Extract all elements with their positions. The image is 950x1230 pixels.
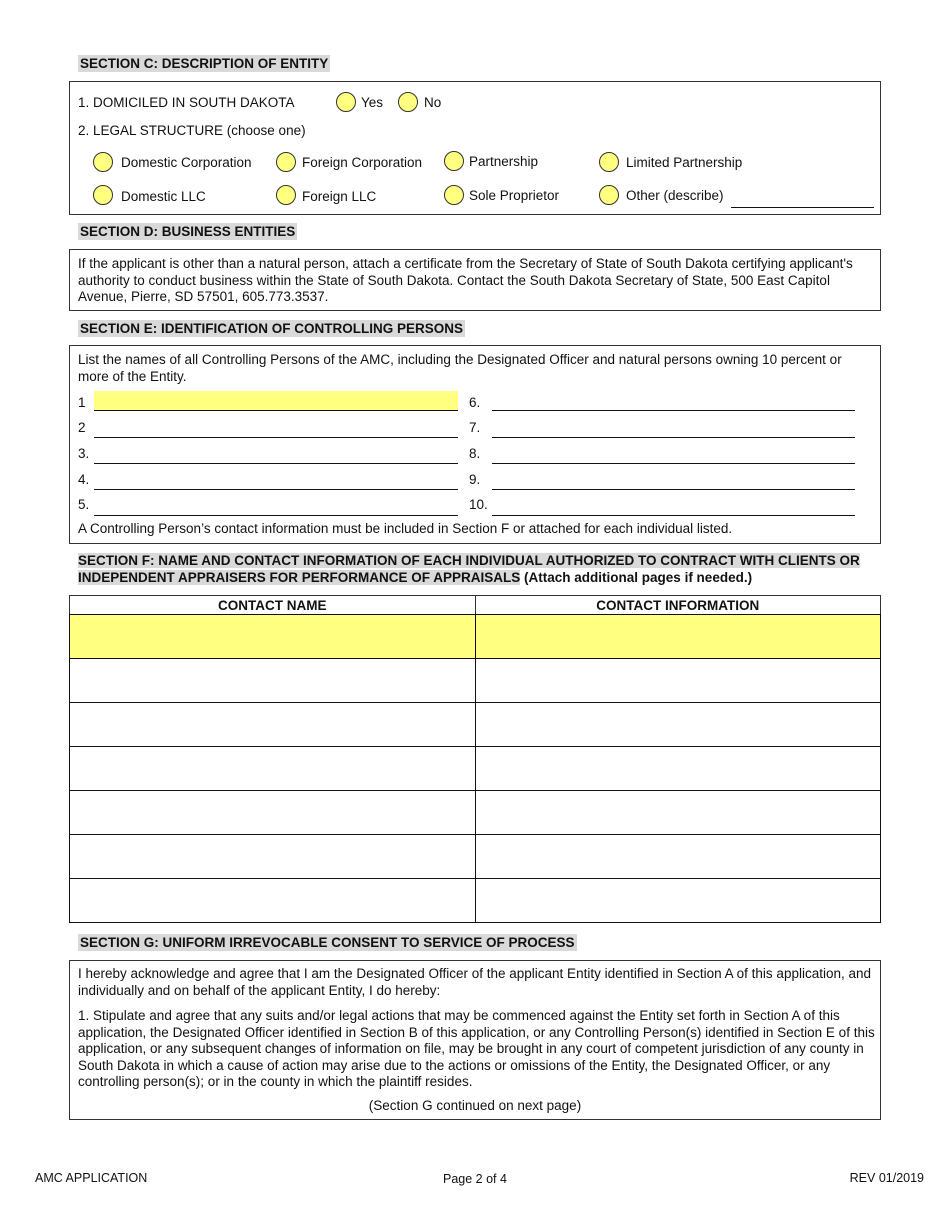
contact-name-header: CONTACT NAME — [70, 596, 476, 615]
other-label: Other (describe) — [626, 188, 724, 203]
legal-structure-label: 2. LEGAL STRUCTURE (choose one) — [78, 123, 306, 138]
limited-partnership-radio[interactable] — [599, 152, 619, 172]
foreign-llc-radio[interactable] — [276, 185, 296, 205]
section-f-heading-note: (Attach additional pages if needed.) — [520, 569, 753, 585]
footer-form-name: AMC APPLICATION — [35, 1171, 148, 1185]
partnership-radio[interactable] — [444, 151, 464, 171]
section-e-intro: List the names of all Controlling Persons of the AMC, including the Designated Officer and natural persons owning 10 percent or more of the Entity. — [78, 352, 842, 384]
domiciled-no-radio[interactable] — [398, 92, 418, 112]
table-row — [70, 747, 881, 791]
controlling-person-10-field[interactable] — [492, 496, 855, 516]
controlling-person-1-field[interactable] — [94, 391, 458, 411]
person-number: 5. — [78, 497, 90, 512]
other-describe-field[interactable] — [731, 188, 874, 208]
contact-name-cell[interactable] — [70, 747, 476, 791]
table-row — [70, 659, 881, 703]
contact-info-cell[interactable] — [475, 835, 881, 879]
foreign-corporation-label: Foreign Corporation — [302, 155, 423, 170]
domestic-llc-radio[interactable] — [93, 185, 113, 205]
contact-name-cell[interactable] — [70, 879, 476, 923]
table-row — [70, 879, 881, 923]
domiciled-label: 1. DOMICILED IN SOUTH DAKOTA — [78, 95, 295, 110]
contact-info-cell[interactable] — [475, 791, 881, 835]
contact-name-cell[interactable] — [70, 659, 476, 703]
partnership-label: Partnership — [469, 154, 539, 169]
table-row — [70, 835, 881, 879]
sole-proprietor-label: Sole Proprietor — [469, 188, 560, 203]
domiciled-yes-label: Yes — [361, 95, 384, 110]
domiciled-no-label: No — [424, 95, 442, 110]
person-number: 7. — [469, 420, 481, 435]
person-number: 10. — [469, 497, 488, 512]
footer-page-number: Page 2 of 4 — [443, 1172, 507, 1186]
contact-name-cell[interactable] — [70, 703, 476, 747]
section-e-heading: SECTION E: IDENTIFICATION OF CONTROLLING PERSONS — [80, 321, 464, 336]
contact-info-cell[interactable] — [475, 879, 881, 923]
controlling-person-9-field[interactable] — [492, 470, 855, 490]
person-number: 4. — [78, 472, 90, 487]
section-d-text: If the applicant is other than a natural person, attach a certificate from the Secretary of State of South Dakota certifying applicant's authority to conduct business within the State of South Dakota. Contact the South Dakota Secretary of State, 500 East Capitol Avenue, Pierre, SD 57501, 605.773.3537. — [78, 256, 853, 304]
contact-name-cell[interactable] — [70, 615, 476, 659]
contact-name-cell[interactable] — [70, 791, 476, 835]
controlling-person-6-field[interactable] — [492, 391, 855, 411]
foreign-llc-label: Foreign LLC — [302, 189, 377, 204]
controlling-person-5-field[interactable] — [94, 496, 458, 516]
person-number: 2 — [78, 420, 86, 435]
contact-info-cell[interactable] — [475, 747, 881, 791]
controlling-person-2-field[interactable] — [94, 418, 458, 438]
section-c-heading: SECTION C: DESCRIPTION OF ENTITY — [80, 56, 329, 71]
section-f-heading — [78, 553, 878, 586]
contact-name-cell[interactable] — [70, 835, 476, 879]
footer-revision: REV 01/2019 — [849, 1171, 924, 1185]
section-d-heading: SECTION D: BUSINESS ENTITIES — [80, 224, 296, 239]
person-number: 3. — [78, 446, 90, 461]
section-e-note: A Controlling Person’s contact information must be included in Section F or attached for each individual listed. — [78, 521, 733, 536]
contacts-table — [69, 595, 881, 923]
domestic-llc-label: Domestic LLC — [121, 189, 206, 204]
person-number: 6. — [469, 395, 481, 410]
person-number: 1 — [78, 395, 86, 410]
person-number: 8. — [469, 446, 481, 461]
person-number: 9. — [469, 472, 481, 487]
section-g-continued: (Section G continued on next page) — [368, 1098, 582, 1113]
contact-info-cell[interactable] — [475, 615, 881, 659]
controlling-person-7-field[interactable] — [492, 418, 855, 438]
domestic-corporation-label: Domestic Corporation — [121, 155, 252, 170]
table-row — [70, 703, 881, 747]
domiciled-yes-radio[interactable] — [336, 92, 356, 112]
controlling-person-4-field[interactable] — [94, 470, 458, 490]
contact-info-cell[interactable] — [475, 703, 881, 747]
sole-proprietor-radio[interactable] — [444, 185, 464, 205]
limited-partnership-label: Limited Partnership — [626, 155, 743, 170]
other-radio[interactable] — [599, 185, 619, 205]
section-g-para2: 1. Stipulate and agree that any suits and/or legal actions that may be commenced against the Entity set forth in Section A of this application, the Designated Officer identified in Section B of this application, or any Controlling Person(s) identified in Section E of this application, or any subsequent changes of information on file, may be brought in any court of competent jurisdiction of any county in South Dakota in which a cause of action may arise due to the actions or omissions of the Entity, the Designated Officer, or any controlling person(s); or in the county in which the plaintiff resides. — [78, 1008, 875, 1089]
section-f-heading-main: SECTION F: NAME AND CONTACT INFORMATION OF EACH INDIVIDUAL AUTHORIZED TO CONTRACT WITH CLIENTS OR INDEPENDENT APPRAISERS FOR PERFORMANCE OF APPRAISALS — [78, 553, 860, 585]
contacts-header-row — [70, 596, 881, 615]
controlling-person-8-field[interactable] — [492, 444, 855, 464]
table-row — [70, 615, 881, 659]
foreign-corporation-radio[interactable] — [276, 152, 296, 172]
section-g-heading: SECTION G: UNIFORM IRREVOCABLE CONSENT TO SERVICE OF PROCESS — [80, 935, 575, 950]
domestic-corporation-radio[interactable] — [93, 152, 113, 172]
controlling-person-3-field[interactable] — [94, 444, 458, 464]
table-row — [70, 791, 881, 835]
contact-info-cell[interactable] — [475, 659, 881, 703]
section-g-para1: I hereby acknowledge and agree that I am the Designated Officer of the applicant Entity identified in Section A of this application, and individually and on behalf of the applicant Entity, I do hereby: — [78, 966, 872, 998]
contact-info-header: CONTACT INFORMATION — [475, 596, 881, 615]
